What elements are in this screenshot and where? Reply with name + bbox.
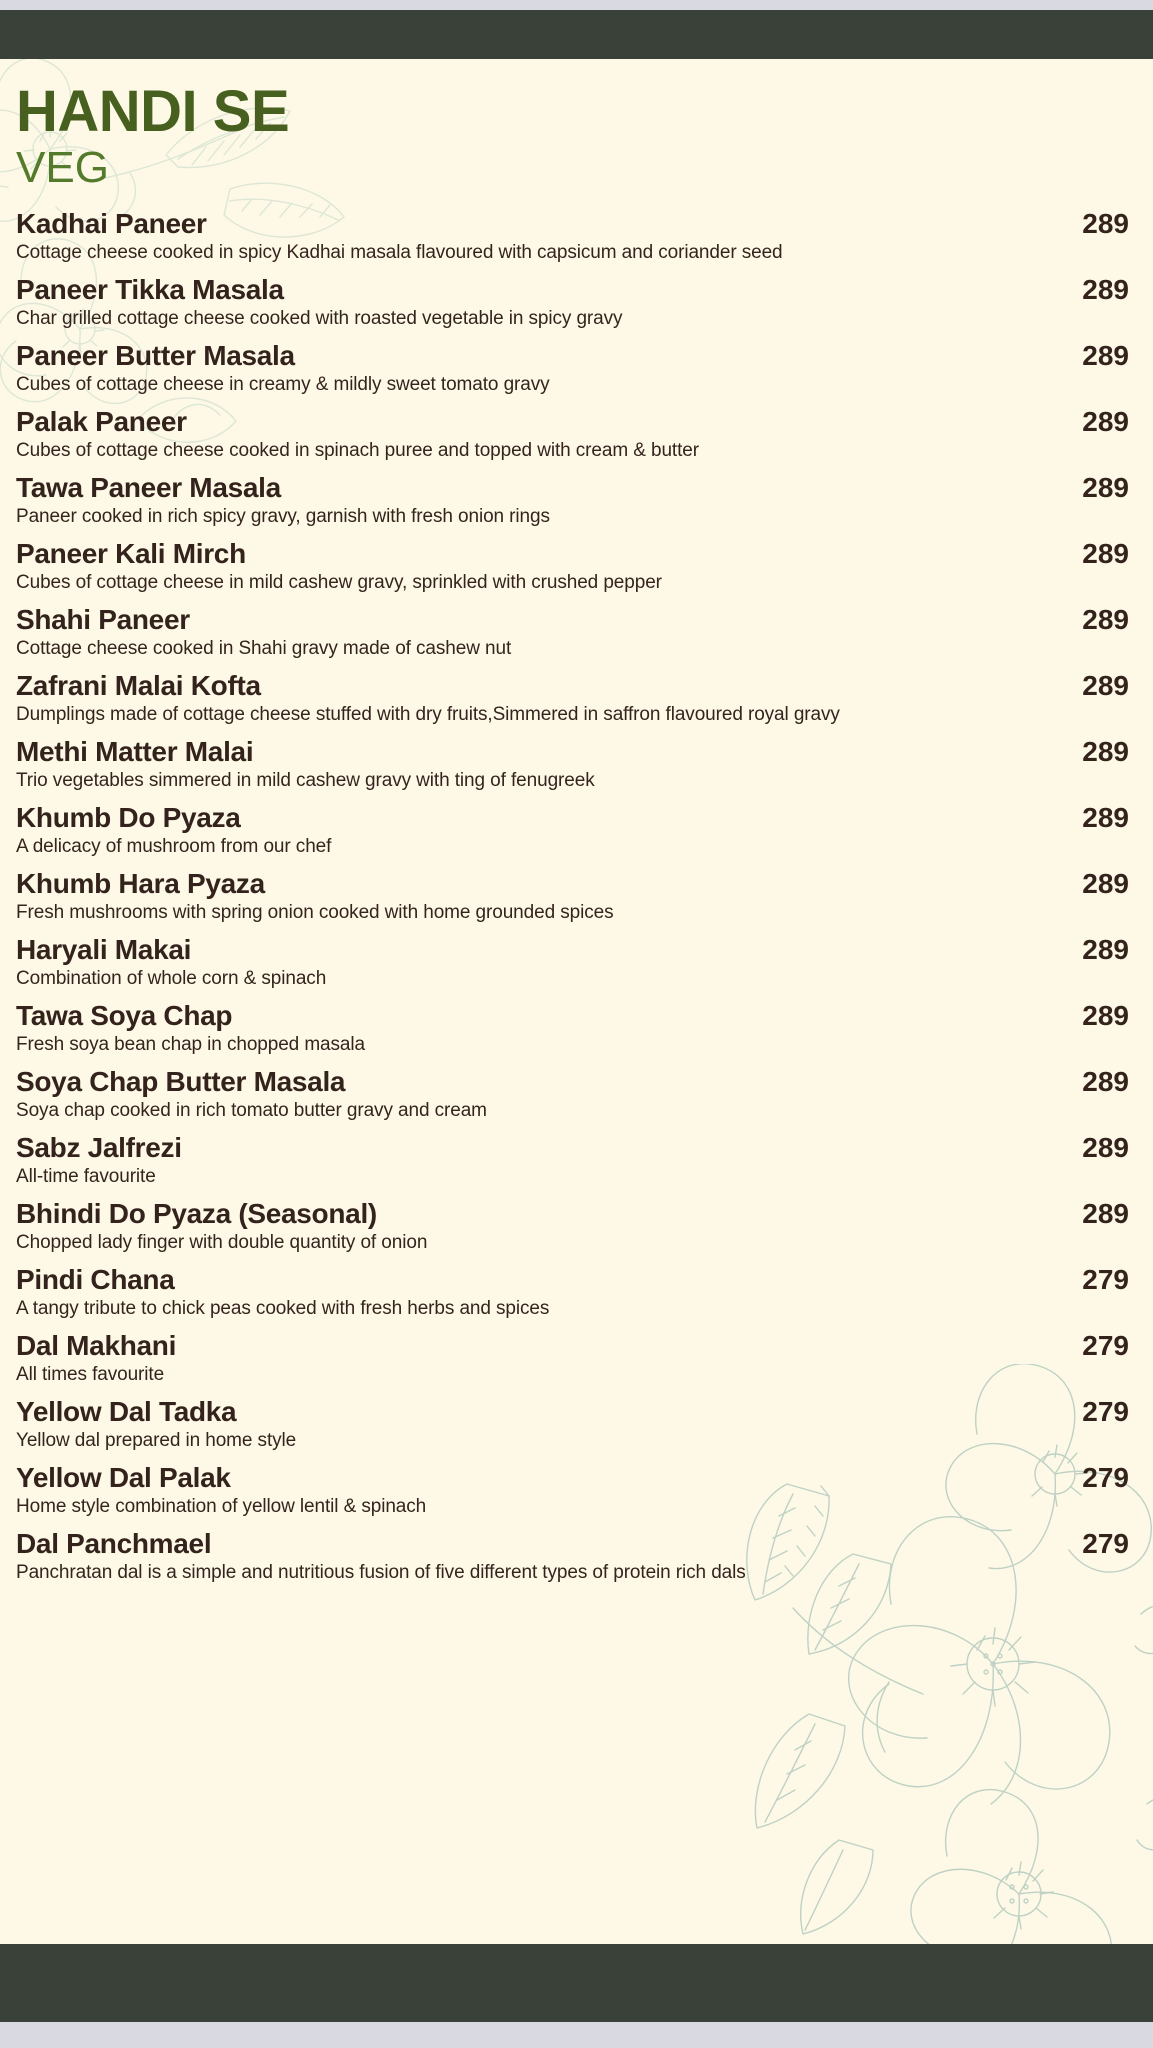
- menu-item: [16, 405, 1129, 462]
- menu-item-price: 279: [1082, 1528, 1129, 1559]
- menu-item-price: 289: [1082, 274, 1129, 305]
- menu-item: [16, 1527, 1129, 1584]
- menu-item-price: 289: [1082, 208, 1129, 239]
- menu-item: [16, 1065, 1129, 1122]
- menu-item-header: [16, 867, 1129, 901]
- page-title: HANDI SE: [16, 79, 290, 144]
- menu-item-header: [16, 339, 1129, 373]
- menu-item-price: 289: [1082, 802, 1129, 833]
- menu-item-description: Char grilled cottage cheese cooked with roasted vegetable in spicy gravy: [16, 308, 623, 329]
- menu-item-description: Cubes of cottage cheese in creamy & mildly sweet tomato gravy: [16, 374, 550, 395]
- menu-item-description: Combination of whole corn & spinach: [16, 968, 327, 989]
- menu-item-description: All times favourite: [16, 1364, 165, 1385]
- menu-item-price: 289: [1082, 1132, 1129, 1163]
- menu-item-description: Soya chap cooked in rich tomato butter gravy and cream: [16, 1100, 487, 1121]
- menu-item-price: 289: [1082, 934, 1129, 965]
- menu-item-name: Zafrani Malai Kofta: [16, 670, 261, 701]
- menu-item: [16, 603, 1129, 660]
- menu-item-header: [16, 933, 1129, 967]
- menu-item-name: Yellow Dal Palak: [16, 1462, 231, 1493]
- menu-item-name: Shahi Paneer: [16, 604, 190, 635]
- menu-item-description: Home style combination of yellow lentil & spinach: [16, 1496, 427, 1517]
- menu-sheet: [0, 59, 1153, 1944]
- menu-item-price: 279: [1082, 1264, 1129, 1295]
- menu-item-description: Cubes of cottage cheese in mild cashew gravy, sprinkled with crushed pepper: [16, 572, 662, 593]
- menu-item-header: [16, 1461, 1129, 1495]
- menu-item-description: Cubes of cottage cheese cooked in spinach puree and topped with cream & butter: [16, 440, 699, 461]
- menu-item-header: [16, 1263, 1129, 1297]
- menu-item-header: [16, 273, 1129, 307]
- menu-item: [16, 273, 1129, 330]
- menu-item-price: 289: [1082, 472, 1129, 503]
- menu-item-name: Sabz Jalfrezi: [16, 1132, 182, 1163]
- menu-item-header: [16, 801, 1129, 835]
- menu-item-header: [16, 537, 1129, 571]
- menu-item-description: Fresh mushrooms with spring onion cooked with home grounded spices: [16, 902, 614, 923]
- menu-item-header: [16, 471, 1129, 505]
- bottom-device-strip: [0, 2022, 1153, 2048]
- menu-item-header: [16, 1131, 1129, 1165]
- menu-item-price: 289: [1082, 1000, 1129, 1031]
- menu-item-header: [16, 603, 1129, 637]
- menu-item: [16, 537, 1129, 594]
- menu-item-list: [16, 207, 1129, 1593]
- menu-item-description: Chopped lady finger with double quantity of onion: [16, 1232, 428, 1253]
- menu-item-name: Yellow Dal Tadka: [16, 1396, 237, 1427]
- menu-item-price: 289: [1082, 604, 1129, 635]
- menu-item-description: Panchratan dal is a simple and nutritious fusion of five different types of protein rich dals: [16, 1562, 746, 1583]
- menu-item-description: Cottage cheese cooked in spicy Kadhai masala flavoured with capsicum and coriander seed: [16, 242, 783, 263]
- menu-item-name: Tawa Paneer Masala: [16, 472, 281, 503]
- menu-item-price: 289: [1082, 538, 1129, 569]
- menu-item-description: Yellow dal prepared in home style: [16, 1430, 297, 1451]
- menu-item-header: [16, 1329, 1129, 1363]
- menu-item: [16, 669, 1129, 726]
- menu-item-header: [16, 1527, 1129, 1561]
- menu-item-header: [16, 1065, 1129, 1099]
- menu-item-price: 289: [1082, 736, 1129, 767]
- menu-item-header: [16, 207, 1129, 241]
- menu-item-price: 289: [1082, 868, 1129, 899]
- menu-item-price: 289: [1082, 1066, 1129, 1097]
- menu-item-description: A tangy tribute to chick peas cooked with fresh herbs and spices: [16, 1298, 550, 1319]
- menu-item: [16, 339, 1129, 396]
- menu-item-header: [16, 405, 1129, 439]
- menu-item-name: Soya Chap Butter Masala: [16, 1066, 346, 1097]
- menu-item-name: Tawa Soya Chap: [16, 1000, 233, 1031]
- menu-item-price: 279: [1082, 1330, 1129, 1361]
- menu-item: [16, 933, 1129, 990]
- menu-item-price: 289: [1082, 1198, 1129, 1229]
- menu-item-header: [16, 999, 1129, 1033]
- menu-item: [16, 999, 1129, 1056]
- menu-item-header: [16, 1197, 1129, 1231]
- menu-item-name: Kadhai Paneer: [16, 208, 207, 239]
- menu-item: [16, 1263, 1129, 1320]
- menu-item-header: [16, 1395, 1129, 1429]
- menu-item-name: Paneer Tikka Masala: [16, 274, 284, 305]
- menu-item-name: Khumb Do Pyaza: [16, 802, 241, 833]
- menu-item: [16, 1395, 1129, 1452]
- section-heading: [16, 81, 289, 193]
- menu-item-name: Paneer Butter Masala: [16, 340, 295, 371]
- menu-item-price: 289: [1082, 670, 1129, 701]
- menu-item-name: Haryali Makai: [16, 934, 192, 965]
- menu-item: [16, 1131, 1129, 1188]
- menu-item-price: 279: [1082, 1396, 1129, 1427]
- menu-item: [16, 1197, 1129, 1254]
- menu-item-name: Khumb Hara Pyaza: [16, 868, 265, 899]
- menu-item: [16, 735, 1129, 792]
- menu-item: [16, 801, 1129, 858]
- menu-item: [16, 471, 1129, 528]
- menu-item: [16, 1461, 1129, 1518]
- menu-item-description: A delicacy of mushroom from our chef: [16, 836, 332, 857]
- menu-item-name: Paneer Kali Mirch: [16, 538, 246, 569]
- menu-item-description: Paneer cooked in rich spicy gravy, garnish with fresh onion rings: [16, 506, 550, 527]
- menu-item-name: Dal Panchmael: [16, 1528, 212, 1559]
- menu-item-price: 279: [1082, 1462, 1129, 1493]
- menu-item-description: Fresh soya bean chap in chopped masala: [16, 1034, 365, 1055]
- menu-item-description: All-time favourite: [16, 1166, 156, 1187]
- menu-item-header: [16, 669, 1129, 703]
- menu-item-description: Cottage cheese cooked in Shahi gravy made of cashew nut: [16, 638, 512, 659]
- menu-item-name: Palak Paneer: [16, 406, 187, 437]
- menu-item: [16, 1329, 1129, 1386]
- menu-item-description: Trio vegetables simmered in mild cashew gravy with ting of fenugreek: [16, 770, 595, 791]
- menu-item-price: 289: [1082, 340, 1129, 371]
- menu-item: [16, 867, 1129, 924]
- bottom-dark-bar: [0, 1944, 1153, 2022]
- menu-item-header: [16, 735, 1129, 769]
- menu-item-name: Bhindi Do Pyaza (Seasonal): [16, 1198, 377, 1229]
- top-device-strip: [0, 0, 1153, 10]
- page-subtitle: VEG: [16, 143, 109, 192]
- menu-item-name: Dal Makhani: [16, 1330, 177, 1361]
- menu-item-name: Pindi Chana: [16, 1264, 175, 1295]
- menu-item-name: Methi Matter Malai: [16, 736, 254, 767]
- menu-item: [16, 207, 1129, 264]
- menu-item-description: Dumplings made of cottage cheese stuffed with dry fruits,Simmered in saffron flavoured royal gravy: [16, 704, 840, 725]
- menu-item-price: 289: [1082, 406, 1129, 437]
- top-dark-bar: [0, 10, 1153, 59]
